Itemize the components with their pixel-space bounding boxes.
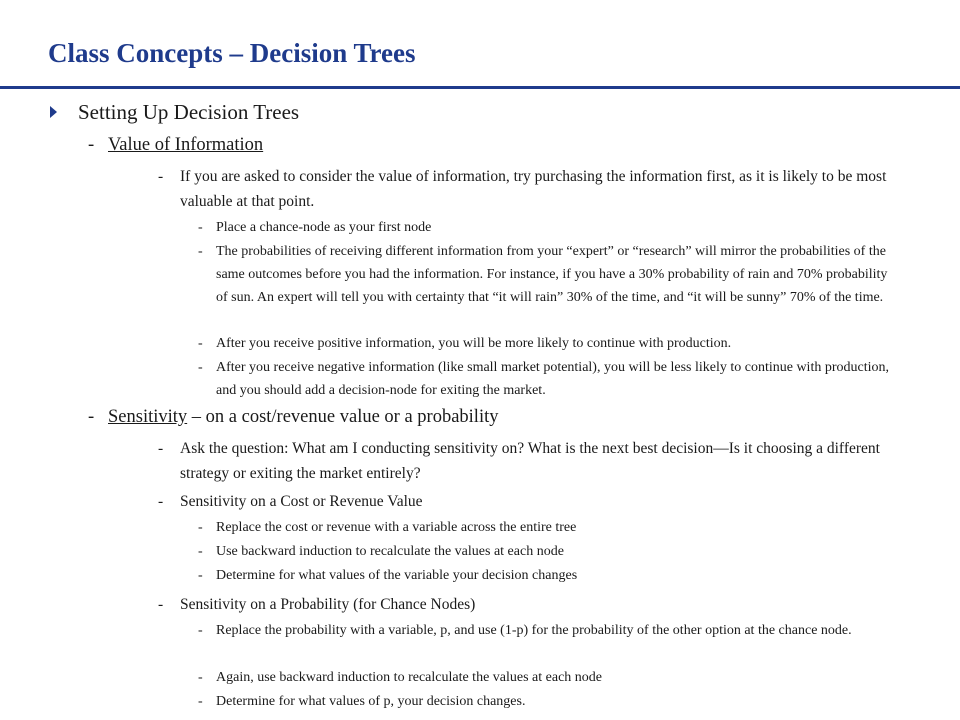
- sensitivity-probability-label: - Sensitivity on a Probability (for Chance Nodes): [158, 596, 476, 613]
- sensitivity-cost-label: - Sensitivity on a Cost or Revenue Value: [158, 493, 423, 510]
- cost-item: - Replace the cost or revenue with a variable across the entire tree: [198, 520, 577, 535]
- title-divider: [0, 86, 960, 89]
- cost-item: - Use backward induction to recalculate the values at each node: [198, 544, 564, 559]
- probability-item: - Again, use backward induction to recalculate the values at each node: [198, 670, 603, 685]
- sensitivity-question: - Ask the question: What am I conducting sensitivity on? What is the next best decision—Is it choosing a different strategy or exiting the market entirely?: [158, 440, 880, 482]
- slide-title: Class Concepts – Decision Trees: [48, 38, 416, 68]
- voi-item: - The probabilities of receiving different information from your “expert” or “research” will mirror the probabilities of the same outcomes before you had the information. For instance, if you have a 30% probability of rain and 70% probability of sun. An expert will tell you with certainty that “it will rain” 30% of the time, and “it will be sunny” 70% of the time.: [198, 244, 888, 305]
- cost-item: - Determine for what values of the variable your decision changes: [198, 568, 578, 583]
- voi-item: - After you receive positive information, you will be more likely to continue with production.: [198, 336, 732, 351]
- triangle-right-icon: [50, 106, 57, 118]
- voi-intro: - If you are asked to consider the value of information, try purchasing the information first, as it is likely to be most valuable at that point.: [158, 168, 887, 210]
- probability-item: - Replace the probability with a variable, p, and use (1-p) for the probability of the other option at the chance node.: [198, 623, 852, 638]
- voi-item: - After you receive negative information (like small market potential), you will be less likely to continue with production, and you should add a decision-node for exiting the market.: [198, 360, 889, 398]
- voi-item: - Place a chance-node as your first node: [198, 220, 432, 235]
- main-bullet-text: Setting Up Decision Trees: [78, 100, 300, 124]
- probability-item: - Determine for what values of p, your decision changes.: [198, 694, 526, 709]
